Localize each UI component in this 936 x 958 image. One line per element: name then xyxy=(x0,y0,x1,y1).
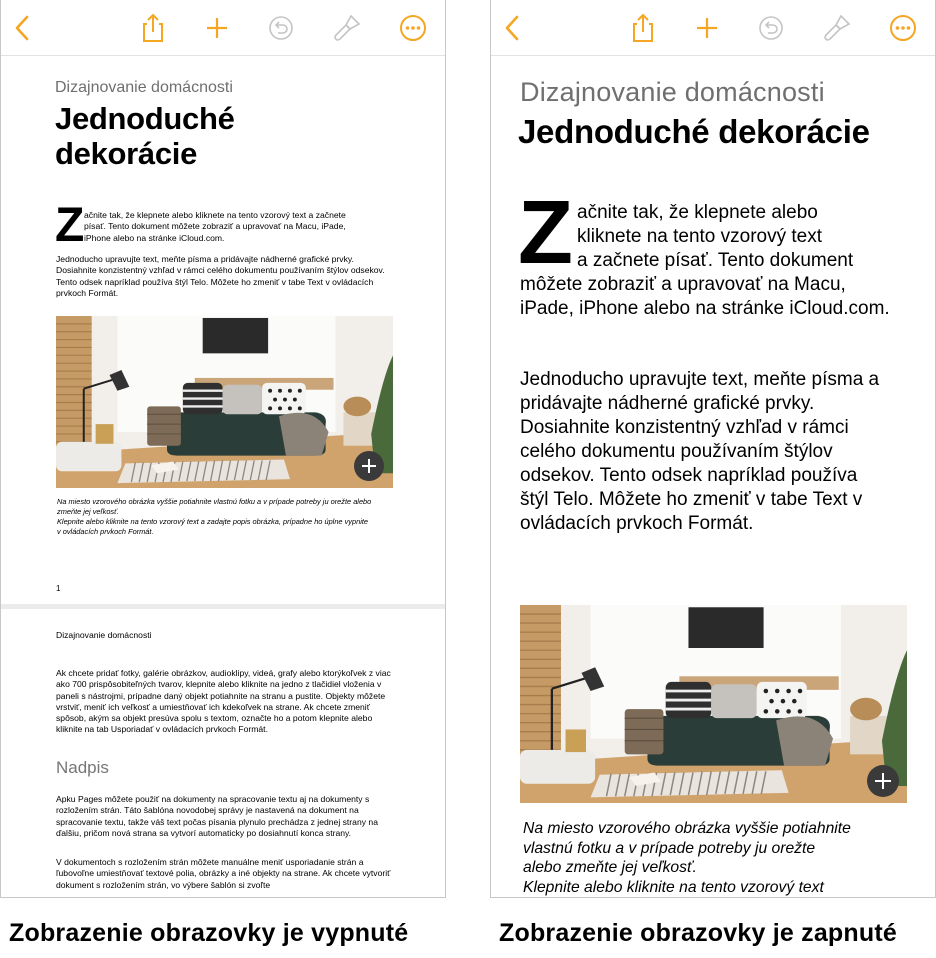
document-eyebrow[interactable]: Dizajnovanie domácnosti xyxy=(55,79,233,96)
caption-line: Klepnite alebo kliknite na tento vzorový text a zadajte popis obrázka, prípadne ho úplne vypnite xyxy=(57,517,369,526)
more-icon[interactable] xyxy=(887,12,919,44)
screen-view-off-label: Zobrazenie obrazovky je vypnuté xyxy=(9,919,409,947)
drop-cap: Z xyxy=(518,183,573,283)
page-divider xyxy=(1,604,445,609)
add-media-button[interactable] xyxy=(354,451,384,481)
room-photo[interactable] xyxy=(56,316,393,488)
caption-line: zmeňte jej veľkosť. xyxy=(57,507,119,516)
toolbar xyxy=(1,0,445,56)
image-caption[interactable] xyxy=(57,497,377,537)
toolbar xyxy=(491,0,935,56)
image-caption[interactable] xyxy=(523,819,893,897)
phone-bottom-edge xyxy=(490,897,936,898)
title-line: dekorácie xyxy=(55,136,198,171)
share-icon[interactable] xyxy=(627,12,659,44)
paragraph-line: môžete zobraziť a upravovať na Macu, iPade, iPhone alebo na stránke iCloud.com. xyxy=(520,274,890,319)
caption-line: alebo zmeňte jej veľkosť. xyxy=(523,859,697,877)
share-icon[interactable] xyxy=(137,12,169,44)
undo-icon[interactable] xyxy=(265,12,297,44)
room-photo[interactable] xyxy=(520,605,907,803)
paragraph-line: ačnite tak, že klepnete alebo xyxy=(577,202,818,223)
caption-line: Na miesto vzorového obrázka vyššie potiahnite vlastnú fotku a v prípade potreby ju orežte alebo xyxy=(57,497,372,506)
phone-normal-view xyxy=(0,0,446,898)
caption-line: vlastnú fotku a v prípade potreby ju orežte xyxy=(523,839,816,857)
caption-line: v ovládacích prvkoch Formát. xyxy=(57,527,154,536)
paragraph-line: iPhone alebo na stránke iCloud.com. xyxy=(84,232,225,243)
paragraph-line: písať. Tento dokument môžete zobraziť a upravovať na Macu, iPade, xyxy=(84,221,346,232)
body-paragraph[interactable]: V dokumentoch s rozložením strán môžete manuálne meniť usporiadanie strán a ľubovoľne umiestňovať textové polia, obrázky a iné objekty na strane. Ak chcete vytvoriť dokument s rozložením strán, vo výbere šablón si zvoľte xyxy=(56,857,391,890)
body-paragraph[interactable]: Ak chcete pridať fotky, galérie obrázkov, audioklipy, videá, grafy alebo ktorýkoľvek z viac ako 700 prispôsobiteľných tvarov, klepnite alebo kliknite na jedno z tlačidiel vloženia v paneli s nástrojmi, prípadne daný objekt potiahnite na stranu a pustite. Objekty môžete vrstviť, meniť ich veľkosť a umiestňovať ich kdekoľvek na strane. Ak chcete zmeniť spôsob, akým sa objekt presúva spolu s textom, označte ho a potom klepnite alebo kliknite na tab Usporiadať v ovládacích prvkoch Formát. xyxy=(56,668,391,735)
undo-icon[interactable] xyxy=(755,12,787,44)
page-number: 1 xyxy=(56,584,61,593)
document-eyebrow[interactable]: Dizajnovanie domácnosti xyxy=(520,77,825,107)
back-chevron-icon[interactable] xyxy=(497,12,529,44)
paragraph-line: kliknete na tento vzorový text xyxy=(577,226,823,247)
drop-cap: Z xyxy=(55,199,85,252)
document-title[interactable]: Jednoduché dekorácie xyxy=(518,113,870,150)
document-title[interactable] xyxy=(55,101,355,171)
back-chevron-icon[interactable] xyxy=(7,12,39,44)
body-paragraph[interactable]: Jednoducho upravujte text, meňte písma a pridávajte nádherné grafické prvky. Dosiahnite konzistentný vzhľad v rámci celého dokumentu používaním štýlov odsekov. Tento odsek napríklad používa štýl Telo. Môžete ho zmeniť v tabe Text v ovládacích prvkoch Formát. xyxy=(56,254,385,298)
caption-line: Na miesto vzorového obrázka vyššie potiahnite xyxy=(523,820,851,837)
caption-line: Klepnite alebo kliknite na tento vzorový text xyxy=(523,878,824,896)
screen-view-on-label: Zobrazenie obrazovky je zapnuté xyxy=(499,919,897,947)
section-heading[interactable]: Nadpis xyxy=(56,758,109,777)
body-paragraph[interactable]: Apku Pages môžete použiť na dokumenty na spracovanie textu aj na dokumenty s rozložením strán. Táto šablóna novodobej správy je nastavená na dokument na spracovanie textu, takže váš text počas písania plynulo prechádza z jednej strany na ďalšiu, pričom nová strana sa vytvorí automaticky po dosiahnutí konca strany. xyxy=(56,794,378,838)
format-brush-icon[interactable] xyxy=(331,12,363,44)
paragraph-line: ačnite tak, že klepnete alebo kliknete na tento vzorový text a začnete xyxy=(84,210,346,220)
more-icon[interactable] xyxy=(397,12,429,44)
add-icon[interactable] xyxy=(201,12,233,44)
page-header: Dizajnovanie domácnosti xyxy=(56,630,152,640)
body-paragraph[interactable] xyxy=(520,201,890,321)
add-icon[interactable] xyxy=(691,12,723,44)
paragraph-line: a začnete písať. Tento dokument xyxy=(577,250,854,271)
body-paragraph[interactable]: Jednoducho upravujte text, meňte písma a pridávajte nádherné grafické prvky. Dosiahnite konzistentný vzhľad v rámci celého dokumentu používaním štýlov odsekov. Tento odsek napríklad používa štýl Telo. Môžete ho zmeniť v tabe Text v ovládacích prvkoch Formát. xyxy=(520,369,880,534)
body-paragraph[interactable] xyxy=(56,210,396,244)
format-brush-icon[interactable] xyxy=(821,12,853,44)
title-line: Jednoduché xyxy=(55,101,235,136)
add-media-button[interactable] xyxy=(867,765,899,797)
